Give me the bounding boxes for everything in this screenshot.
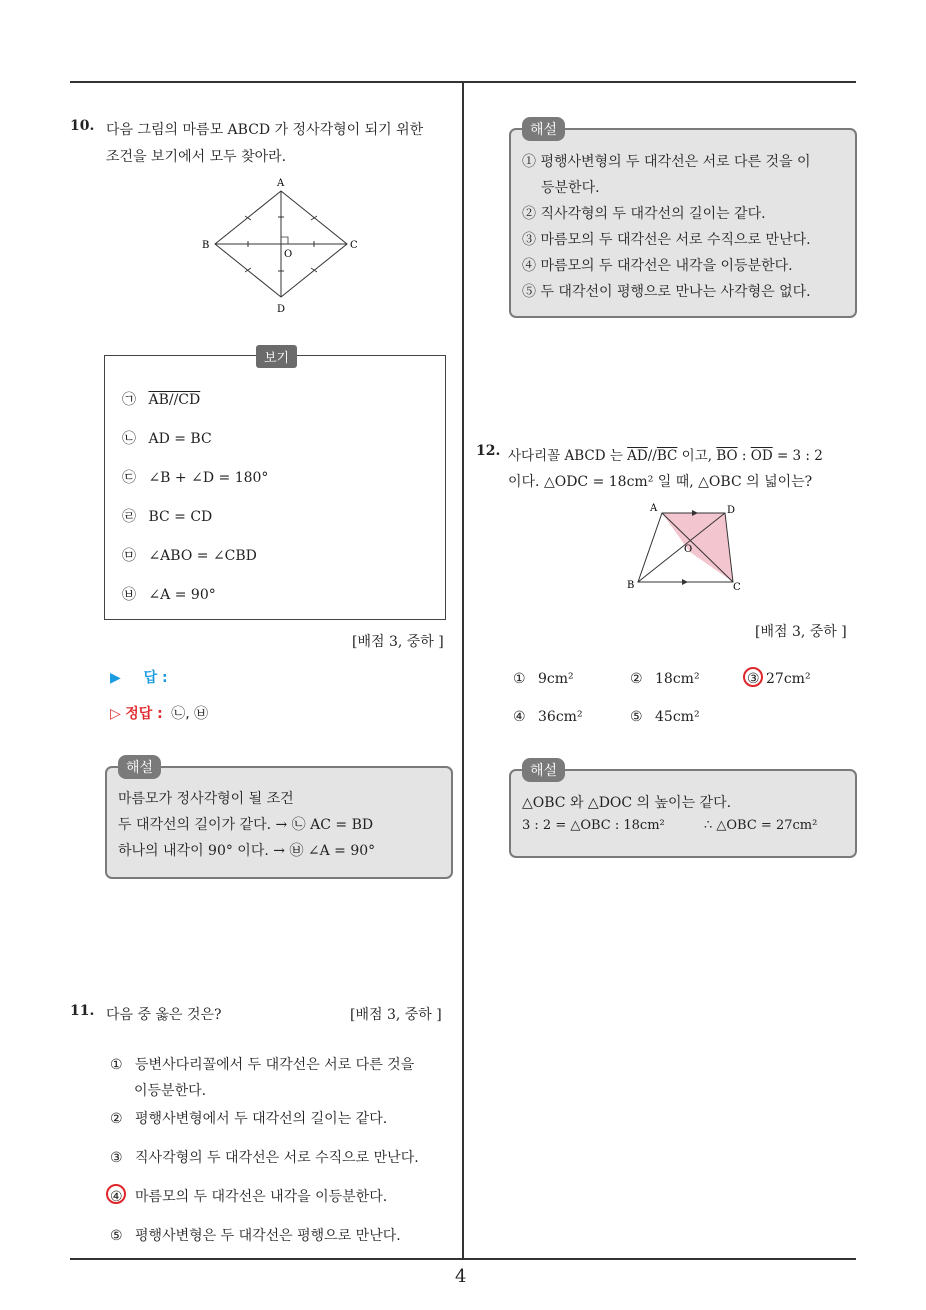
q10-text-line2: 조건을 보기에서 모두 찾아라. <box>106 149 287 165</box>
q10-exp-line <box>118 814 373 834</box>
q11-option[interactable] <box>110 1054 414 1074</box>
play-arrow-icon: ▶ <box>110 670 121 686</box>
bogi-text: ∠ABO = ∠CBD <box>148 548 257 564</box>
q11-exp-line: ④ 마름모의 두 대각선은 내각을 이등분한다. <box>522 258 793 274</box>
hollow-arrow-icon: ▷ <box>110 706 121 722</box>
bogi-text: BC = CD <box>148 509 213 525</box>
q12-option[interactable] <box>513 671 574 687</box>
q10-label-a: A <box>277 178 285 189</box>
bottom-rule <box>70 1258 856 1260</box>
q11-option-mark: ② <box>110 1111 123 1127</box>
q11-option[interactable] <box>110 1108 387 1128</box>
bogi-item <box>122 545 257 565</box>
q12-explanation-box <box>509 769 857 858</box>
q10-explanation-label: 해설 <box>118 755 161 779</box>
q12-colon: : <box>741 448 747 464</box>
q12-label-b: B <box>627 580 635 591</box>
q12-bc: $\overline{BC}$ <box>656 448 678 464</box>
bogi-mark: ㉡ <box>122 431 136 447</box>
q11-exp-line: ② 직사각형의 두 대각선의 길이는 같다. <box>522 206 766 222</box>
q10-label-o: O <box>284 249 293 260</box>
bogi-text: AB//CD <box>148 392 201 408</box>
q12-exp-line2a: 3 : 2 = △OBC : 18cm² <box>522 818 665 833</box>
q12-trapezoid-figure <box>620 500 750 595</box>
q12-text-a: 사다리꼴 ABCD 는 <box>508 448 623 464</box>
q11-option-mark: ③ <box>110 1150 123 1166</box>
q10-label-d: D <box>277 304 286 315</box>
q12-explanation-label: 해설 <box>522 758 565 782</box>
q11-option[interactable] <box>110 1147 419 1167</box>
q12-ratio: = 3 : 2 <box>776 448 823 464</box>
q12-option-mark: ⑤ <box>630 709 643 725</box>
bogi-text: ∠A = 90° <box>148 587 216 603</box>
q11-option-text: 평행사변형은 두 대각선은 평행으로 만난다. <box>135 1228 401 1244</box>
q12-label-c: C <box>733 582 741 593</box>
q12-ad: $\overline{AD}$ <box>627 448 648 464</box>
q11-option-cont: 이등분한다. <box>134 1083 207 1099</box>
bogi-mark: ㉠ <box>122 392 136 408</box>
q11-option-text: 직사각형의 두 대각선은 서로 수직으로 만난다. <box>135 1150 419 1166</box>
bogi-mark: ㉥ <box>122 587 136 603</box>
bogi-item <box>122 584 216 604</box>
bogi-item <box>122 428 212 448</box>
q12-text-line2: 이다. △ODC = 18cm² 일 때, △OBC 의 넓이는? <box>508 474 813 490</box>
bogi-label: 보기 <box>256 345 297 368</box>
bogi-text: AD = BC <box>148 431 212 447</box>
bogi-mark: ㉤ <box>122 548 136 564</box>
q10-answer-row <box>110 667 168 687</box>
bogi-item <box>122 467 268 487</box>
q12-option-mark: ② <box>630 671 643 687</box>
q10-rhombus-figure <box>195 175 365 320</box>
q11-text: 다음 중 옳은 것은? <box>106 1007 222 1023</box>
q10-text-line1: 다음 그림의 마름모 ABCD 가 정사각형이 되기 위한 <box>106 122 424 138</box>
q10-correct-label: 정답 : <box>125 706 163 722</box>
q12-option-mark: ③ <box>747 671 760 687</box>
q12-od: $\overline{OD}$ <box>750 448 773 464</box>
q10-correct-value: ㉡, ㉥ <box>171 706 209 722</box>
q12-option-text: 18cm² <box>655 671 700 687</box>
bogi-item <box>122 389 200 409</box>
q11-option-text: 마름모의 두 대각선은 내각을 이등분한다. <box>135 1189 388 1205</box>
q10-answer-label: 답 : <box>143 670 168 686</box>
q12-option-text: 36cm² <box>538 709 583 725</box>
q12-label-a: A <box>650 503 658 514</box>
q11-option-mark: ① <box>110 1057 123 1073</box>
q10-label-c: C <box>350 240 358 251</box>
q11-option-text: 평행사변형에서 두 대각선의 길이는 같다. <box>135 1111 388 1127</box>
q12-parallel: // <box>647 448 657 464</box>
q12-text-b: 이고, <box>681 448 713 464</box>
bogi-item <box>122 506 212 526</box>
q12-bo: $\overline{BO}$ <box>716 448 738 464</box>
q11-option-mark: ④ <box>110 1189 123 1205</box>
q12-option[interactable] <box>747 671 811 687</box>
q12-label-d: D <box>727 505 736 516</box>
q11-explanation-label: 해설 <box>522 117 565 141</box>
q10-correct-row <box>110 703 208 723</box>
q12-option[interactable] <box>630 671 700 687</box>
q12-text-line1 <box>508 444 823 464</box>
q12-option-mark: ① <box>513 671 526 687</box>
q12-exp-line1: △OBC 와 △DOC 의 높이는 같다. <box>522 795 732 811</box>
q10-exp-line: 하나의 내각이 90° 이다. → ㉥ ∠A = 90° <box>118 843 376 859</box>
q11-exp-line: ① 평행사변형의 두 대각선은 서로 다른 것을 이 <box>522 154 811 170</box>
column-divider <box>462 82 464 1260</box>
q11-score: [배점 3, 중하 ] <box>350 1007 442 1023</box>
bogi-mark: ㉢ <box>122 470 136 486</box>
q12-exp-line2b: ∴ △OBC = 27cm² <box>704 818 818 833</box>
q11-exp-line: ③ 마름모의 두 대각선은 서로 수직으로 만난다. <box>522 232 811 248</box>
q11-number: 11. <box>70 1003 95 1019</box>
bogi-mark: ㉣ <box>122 509 136 525</box>
q12-option-text: 9cm² <box>538 671 574 687</box>
q10-exp-line: 마름모가 정사각형이 될 조건 <box>118 791 294 807</box>
q12-option[interactable] <box>513 709 583 725</box>
q11-option[interactable] <box>110 1186 387 1206</box>
q11-option[interactable] <box>110 1225 401 1245</box>
q10-score: [배점 3, 중하 ] <box>352 634 444 650</box>
q12-option-text: 45cm² <box>655 709 700 725</box>
q11-option-mark: ⑤ <box>110 1228 123 1244</box>
q12-number: 12. <box>476 443 501 459</box>
q10-label-b: B <box>202 240 210 251</box>
page-number: 4 <box>455 1266 467 1287</box>
q10-number: 10. <box>70 118 95 134</box>
q10-exp-line-text: 두 대각선의 길이가 같다. → ㉡ AC = BD <box>118 817 374 833</box>
q11-exp-line: 등분한다. <box>541 180 600 196</box>
q11-exp-line: ⑤ 두 대각선이 평행으로 만나는 사각형은 없다. <box>522 284 811 300</box>
q12-score: [배점 3, 중하 ] <box>755 624 847 640</box>
q11-option-text: 등변사다리꼴에서 두 대각선은 서로 다른 것을 <box>135 1057 415 1073</box>
q12-option-mark: ④ <box>513 709 526 725</box>
q12-option[interactable] <box>630 709 700 725</box>
q12-label-o: O <box>684 544 693 555</box>
q12-option-text: 27cm² <box>766 671 811 687</box>
bogi-text: ∠B + ∠D = 180° <box>148 470 269 486</box>
